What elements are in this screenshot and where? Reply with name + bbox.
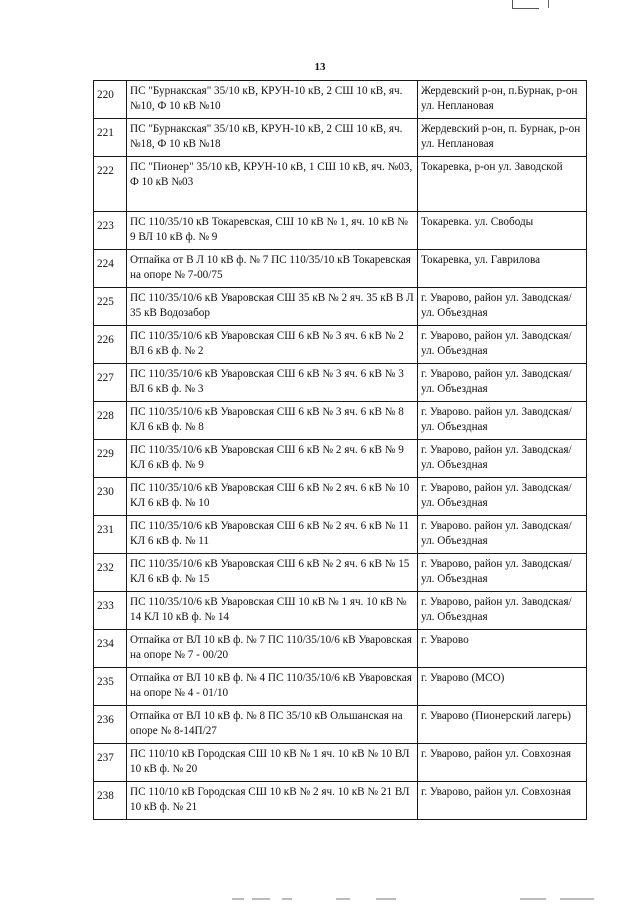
row-location: Токаревка, ул. Гаврилова (418, 250, 587, 288)
row-description: ПС 110/35/10/6 кВ Уваровская СШ 35 кВ № 2 яч. 35 кВ В Л 35 кВ Водозабор (127, 288, 418, 326)
row-description: ПС 110/35/10/6 кВ Уваровская СШ 6 кВ № 2 яч. 6 кВ № 10 КЛ 6 кВ ф. № 10 (127, 478, 418, 516)
row-number: 224 (94, 250, 127, 288)
table-row (94, 554, 587, 592)
table-row (94, 212, 587, 250)
row-location: г. Уварово. район ул. Заводская/ул. Объездная (418, 402, 587, 440)
row-location: Жердевский р-он, п.Бурнак, р-он ул. Неплановая (418, 81, 587, 119)
table-row (94, 288, 587, 326)
row-location: г. Уварово, район ул. Заводская/ул. Объездная (418, 364, 587, 402)
row-description: ПС 110/35/10/6 кВ Уваровская СШ 10 кВ № 1 яч. 10 кВ № 14 КЛ 10 кВ ф. № 14 (127, 592, 418, 630)
row-description: ПС 110/35/10/6 кВ Уваровская СШ 6 кВ № 3 яч. 6 кВ № 3 ВЛ 6 кВ ф. № 3 (127, 364, 418, 402)
row-location: г. Уварово. район ул. Заводская/ул. Объездная (418, 516, 587, 554)
row-description: ПС 110/35/10 кВ Токаревская, СШ 10 кВ № 1, яч. 10 кВ № 9 ВЛ 10 кВ ф. № 9 (127, 212, 418, 250)
row-location: г. Уварово, район ул. Заводская/ул. Объездная (418, 554, 587, 592)
table-row (94, 81, 587, 119)
row-number: 231 (94, 516, 127, 554)
row-description: ПС 110/10 кВ Городская СШ 10 кВ № 1 яч. 10 кВ № 10 ВЛ 10 кВ ф. № 20 (127, 744, 418, 782)
table-row (94, 592, 587, 630)
row-number: 221 (94, 119, 127, 157)
row-description: Отпайка от ВЛ 10 кВ ф. № 4 ПС 110/35/10/6 кВ Уваровская на опоре № 4 - 01/10 (127, 668, 418, 706)
row-number: 237 (94, 744, 127, 782)
table-row (94, 630, 587, 668)
row-location: г. Уварово, район ул. Совхозная (418, 782, 587, 820)
scan-bottom-edge (0, 898, 640, 905)
table-row (94, 157, 587, 212)
row-number: 238 (94, 782, 127, 820)
row-location: г. Уварово (Пионерский лагерь) (418, 706, 587, 744)
row-description: ПС 110/35/10/6 кВ Уваровская СШ 6 кВ № 3 яч. 6 кВ № 8 КЛ 6 кВ ф. № 8 (127, 402, 418, 440)
row-description: ПС 110/10 кВ Городская СШ 10 кВ № 2 яч. 10 кВ № 21 ВЛ 10 кВ ф. № 21 (127, 782, 418, 820)
table-row (94, 440, 587, 478)
row-description: Отпайка от В Л 10 кВ ф. № 7 ПС 110/35/10 кВ Токаревская на опоре № 7-00/75 (127, 250, 418, 288)
row-description: Отпайка от ВЛ 10 кВ ф. № 8 ПС 35/10 кВ Ольшанская на опоре № 8-14П/27 (127, 706, 418, 744)
row-location: г. Уварово (МСО) (418, 668, 587, 706)
row-location: Токаревка. ул. Свободы (418, 212, 587, 250)
table-row (94, 744, 587, 782)
table-row (94, 478, 587, 516)
row-number: 228 (94, 402, 127, 440)
row-location: г. Уварово, район ул. Заводская/ул. Объездная (418, 288, 587, 326)
row-number: 222 (94, 157, 127, 212)
row-location: г. Уварово, район ул. Заводская/ул. Объездная (418, 592, 587, 630)
row-description: ПС "Пионер" 35/10 кВ, КРУН-10 кВ, 1 СШ 10 кВ, яч. №03, Ф 10 кВ №03 (127, 157, 418, 212)
row-number: 225 (94, 288, 127, 326)
row-location: г. Уварово, район ул. Совхозная (418, 744, 587, 782)
row-number: 232 (94, 554, 127, 592)
row-location: г. Уварово, район ул. Заводская/ул. Объездная (418, 478, 587, 516)
row-number: 235 (94, 668, 127, 706)
row-number: 229 (94, 440, 127, 478)
table-row (94, 706, 587, 744)
table-body (94, 81, 587, 820)
row-description: ПС "Бурнакская" 35/10 кВ, КРУН-10 кВ, 2 СШ 10 кВ, яч. №18, Ф 10 кВ №18 (127, 119, 418, 157)
table-row (94, 119, 587, 157)
scan-corner-tick (548, 0, 549, 8)
row-number: 223 (94, 212, 127, 250)
scan-corner-mark (512, 0, 539, 9)
row-description: ПС 110/35/10/6 кВ Уваровская СШ 6 кВ № 2 яч. 6 кВ № 15 КЛ 6 кВ ф. № 15 (127, 554, 418, 592)
row-description: ПС 110/35/10/6 кВ Уваровская СШ 6 кВ № 2 яч. 6 кВ № 9 КЛ 6 кВ ф. № 9 (127, 440, 418, 478)
row-location: Жердевский р-он, п. Бурнак, р-он ул. Неплановая (418, 119, 587, 157)
row-location: г. Уварово, район ул. Заводская/ул. Объездная (418, 326, 587, 364)
row-location: г. Уварово (418, 630, 587, 668)
table-row (94, 782, 587, 820)
table-row (94, 402, 587, 440)
row-description: ПС 110/35/10/6 кВ Уваровская СШ 6 кВ № 2 яч. 6 кВ № 11 КЛ 6 кВ ф. № 11 (127, 516, 418, 554)
row-location: г. Уварово, район ул. Заводская/ул. Объездная (418, 440, 587, 478)
table-row (94, 668, 587, 706)
table-row (94, 516, 587, 554)
row-location: Токаревка, р-он ул. Заводской (418, 157, 587, 212)
row-description: ПС 110/35/10/6 кВ Уваровская СШ 6 кВ № 3 яч. 6 кВ № 2 ВЛ 6 кВ ф. № 2 (127, 326, 418, 364)
table-row (94, 250, 587, 288)
row-number: 233 (94, 592, 127, 630)
row-description: Отпайка от ВЛ 10 кВ ф. № 7 ПС 110/35/10/6 кВ Уваровская на опоре № 7 - 00/20 (127, 630, 418, 668)
row-number: 226 (94, 326, 127, 364)
substation-table (93, 80, 587, 820)
row-number: 236 (94, 706, 127, 744)
row-number: 234 (94, 630, 127, 668)
table-row (94, 364, 587, 402)
row-description: ПС "Бурнакская" 35/10 кВ, КРУН-10 кВ, 2 СШ 10 кВ, яч. №10, Ф 10 кВ №10 (127, 81, 418, 119)
row-number: 227 (94, 364, 127, 402)
table-row (94, 326, 587, 364)
row-number: 220 (94, 81, 127, 119)
page-number: 13 (314, 61, 326, 73)
row-number: 230 (94, 478, 127, 516)
